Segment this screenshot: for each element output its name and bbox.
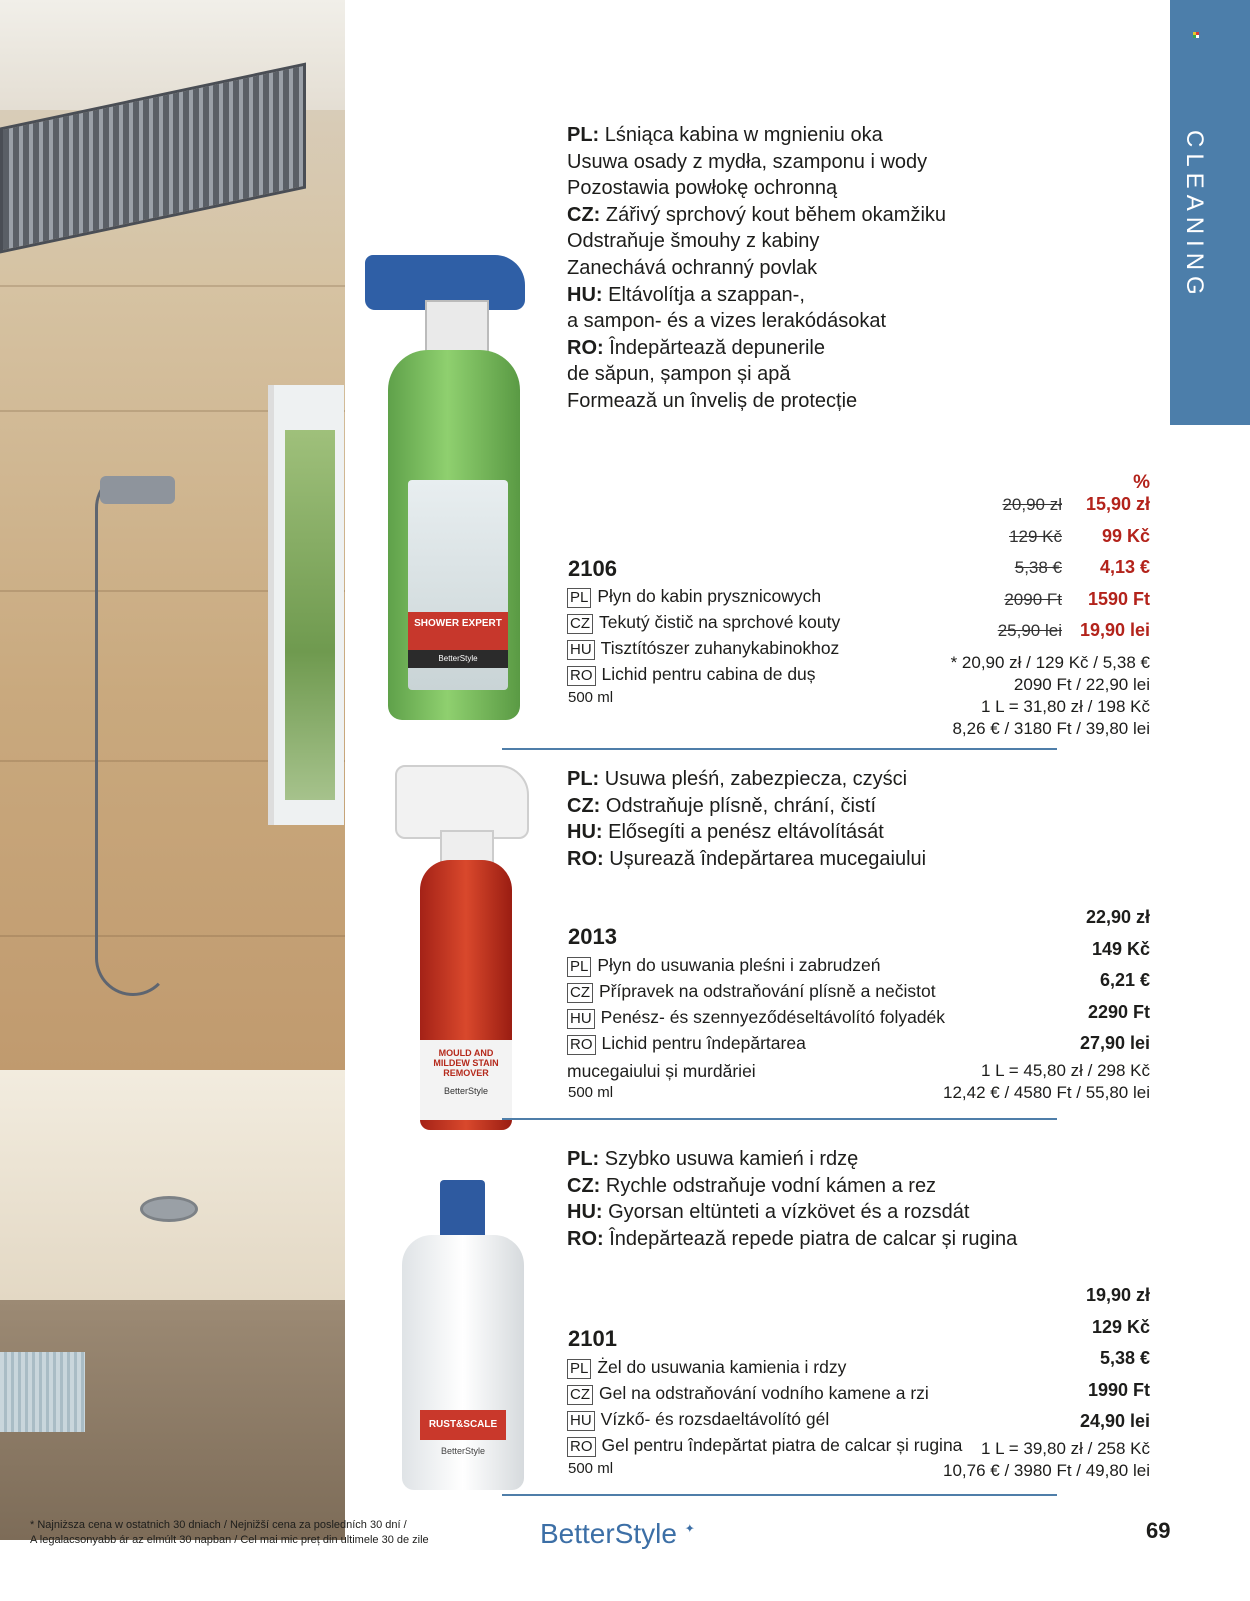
price: 27,90 lei — [1079, 1033, 1150, 1053]
description-text: Zanechává ochranný povlak — [567, 256, 818, 279]
price: 6,21 € — [1099, 970, 1150, 990]
product-name-line — [567, 1030, 945, 1056]
brand-dots-icon — [1193, 32, 1199, 38]
description-text: Usuwa pleśń, zabezpiecza, czyści — [599, 768, 908, 790]
price: 24,90 lei — [1079, 1411, 1150, 1431]
description-text: Eltávolítja a szappan-, — [602, 283, 805, 306]
price: 5,38 € — [1099, 1348, 1150, 1368]
language-tag: HU — [567, 1009, 595, 1029]
language-code: CZ: — [567, 794, 601, 817]
product-code: 2101 — [568, 1326, 617, 1351]
description-line — [567, 819, 926, 846]
product-name-line — [567, 661, 840, 687]
product-volume: 500 ml — [568, 689, 614, 706]
product-name-line — [567, 609, 840, 635]
description-text: Lśniąca kabina w mgnieniu oka — [599, 124, 883, 146]
price: 22,90 zł — [1085, 907, 1150, 927]
language-code: CZ: — [567, 1174, 601, 1197]
old-price: 129 Kč — [1009, 526, 1062, 546]
description-line — [567, 361, 946, 388]
language-tag: CZ — [567, 983, 593, 1003]
language-tag: HU — [567, 1411, 595, 1431]
price: 129 Kč — [1091, 1316, 1150, 1337]
description-text: Gyorsan eltünteti a vízkövet és a rozsdát — [602, 1201, 970, 1224]
product-names — [567, 583, 840, 687]
description-text: Elősegíti a penész eltávolítását — [602, 821, 884, 844]
spray-trigger — [395, 765, 529, 839]
product-name: Přípravek na odstraňování plísně a nečistot — [599, 981, 936, 1001]
product-name-continued: mucegaiului și murdăriei — [567, 1061, 756, 1081]
description-line — [567, 149, 946, 176]
new-price: 15,90 zł — [1085, 494, 1150, 514]
bottle-brand: BetterStyle — [443, 1086, 489, 1096]
language-tag: CZ — [567, 1385, 593, 1405]
product-name: Tisztítószer zuhanykabinokhoz — [600, 638, 840, 658]
brand-logo — [540, 1518, 695, 1550]
product-name-line — [567, 1380, 962, 1406]
language-code: PL: — [567, 768, 600, 790]
description-line — [567, 228, 946, 255]
language-code: PL: — [567, 124, 600, 146]
product-volume: 500 ml — [568, 1460, 614, 1477]
price-row — [951, 620, 1150, 652]
product-name-line — [567, 635, 840, 661]
price-row — [951, 526, 1150, 558]
language-code: HU: — [567, 283, 603, 306]
description-line — [567, 202, 946, 229]
shower-hose — [95, 470, 171, 996]
product-name: Vízkő- és rozsdaeltávolító gél — [600, 1409, 830, 1429]
description-text: de săpun, șampon și apă — [567, 363, 791, 386]
product-name-line — [567, 1354, 962, 1380]
unit-price-list — [943, 1060, 1150, 1104]
shower-tray — [0, 1070, 345, 1300]
language-code: PL: — [567, 1148, 600, 1170]
language-tag: RO — [567, 666, 596, 686]
brand-logo-text: BetterStyle — [540, 1518, 677, 1549]
footnote — [30, 1518, 429, 1548]
price-list — [943, 1280, 1150, 1438]
hand-shower-head — [100, 476, 175, 504]
description-text: a sampon- és a vizes lerakódásokat — [567, 310, 887, 333]
unit-price-line: 12,42 € / 4580 Ft / 55,80 lei — [943, 1082, 1150, 1102]
tile-joint — [0, 285, 345, 287]
old-price: 2090 Ft — [1004, 589, 1062, 609]
product-name: Penész- és szennyeződéseltávolító folyadék — [600, 1007, 946, 1027]
language-tag: CZ — [567, 614, 593, 634]
bottle-product-name: MOULD AND MILDEW STAIN REMOVER — [433, 1048, 499, 1078]
unit-price-list — [943, 1438, 1150, 1482]
category-label: CLEANING — [1181, 130, 1208, 301]
language-code: RO: — [567, 847, 604, 870]
unit-price-line: 1 L = 39,80 zł / 258 Kč — [980, 1438, 1150, 1458]
price: 149 Kč — [1091, 938, 1150, 959]
product-code: 2106 — [568, 556, 617, 581]
price-row — [951, 557, 1150, 589]
description-text: Pozostawia powłokę ochronną — [567, 177, 838, 200]
price-list — [951, 494, 1150, 652]
price-list — [943, 902, 1150, 1060]
footnote-line: A legalacsonyabb ár az elmúlt 30 napban / Cel mai mic preț din ultimele 30 de zile — [30, 1534, 429, 1546]
description-line — [567, 1199, 1017, 1226]
price: 2290 Ft — [1087, 1001, 1150, 1022]
tile-joint — [0, 935, 345, 937]
description-line — [567, 1146, 1017, 1173]
unit-price-line: 1 L = 31,80 zł / 198 Kč — [980, 696, 1150, 716]
language-code: HU: — [567, 821, 603, 844]
new-price: 19,90 lei — [1079, 620, 1150, 640]
language-code: RO: — [567, 336, 604, 359]
description-line — [567, 846, 926, 873]
bath-mat — [0, 1352, 85, 1432]
product-name: Żel do usuwania kamienia i rdzy — [597, 1357, 847, 1377]
bottle-product-name: RUST&SCALE — [420, 1410, 506, 1440]
description-line — [567, 282, 946, 309]
description-text: Odstraňuje šmouhy z kabiny — [567, 230, 820, 253]
bottle-brand: BetterStyle — [408, 650, 508, 668]
product-name-line — [567, 952, 945, 978]
bottle-cap — [440, 1180, 485, 1240]
description-line — [567, 122, 946, 149]
language-tag: RO — [567, 1437, 596, 1457]
divider — [502, 1118, 1057, 1120]
product-description — [567, 122, 946, 415]
product-name-line — [567, 583, 840, 609]
product-name: Lichid pentru cabina de duș — [601, 664, 816, 684]
price-row — [951, 589, 1150, 621]
product-name: Tekutý čistič na sprchové kouty — [599, 612, 841, 632]
footnote-line: * Najniższa cena w ostatnich 30 dniach / Nejnižší cena za posledních 30 dní / — [30, 1519, 407, 1531]
unit-price-line: 8,26 € / 3180 Ft / 39,80 lei — [952, 718, 1150, 738]
product-name-line — [567, 1432, 962, 1458]
product-description — [567, 1146, 1017, 1252]
description-line — [567, 766, 926, 793]
product-name-line — [567, 978, 945, 1004]
description-line — [567, 175, 946, 202]
price-block — [943, 902, 1150, 1104]
product-name: Płyn do kabin prysznicowych — [597, 586, 822, 606]
unit-price-line: * 20,90 zł / 129 Kč / 5,38 € — [950, 652, 1150, 672]
description-line — [567, 308, 946, 335]
product-name: Lichid pentru îndepărtarea — [601, 1033, 806, 1053]
description-line — [567, 793, 926, 820]
language-code: RO: — [567, 1227, 604, 1250]
unit-price-line: 2090 Ft / 22,90 lei — [1013, 674, 1150, 694]
new-price: 1590 Ft — [1087, 588, 1150, 609]
price: 1990 Ft — [1087, 1379, 1150, 1400]
star-icon: ✦ — [684, 1521, 695, 1536]
language-code: HU: — [567, 1201, 603, 1224]
shower-photo — [0, 0, 345, 1540]
product-name-line — [567, 1004, 945, 1030]
bottle-label — [420, 1040, 512, 1120]
description-line — [567, 1226, 1017, 1253]
description-text: Formează un înveliș de protecție — [567, 389, 858, 412]
new-price: 4,13 € — [1099, 557, 1150, 577]
window-view — [285, 430, 335, 800]
product-description — [567, 766, 926, 872]
old-price: 20,90 zł — [1002, 495, 1062, 514]
product-names — [567, 1354, 962, 1458]
description-line — [567, 1173, 1017, 1200]
divider — [502, 748, 1057, 750]
description-text: Szybko usuwa kamień i rdzę — [599, 1148, 859, 1170]
description-text: Odstraňuje plísně, chrání, čistí — [600, 794, 877, 817]
language-tag: PL — [567, 1359, 591, 1379]
description-text: Îndepărtează repede piatra de calcar și rugina — [603, 1227, 1018, 1250]
product-name: Gel pentru îndepărtat piatra de calcar și rugina — [601, 1435, 963, 1455]
bottle-product-name: SHOWER EXPERT — [408, 612, 508, 650]
product-name: Gel na odstraňování vodního kamene a rzi — [599, 1383, 929, 1403]
language-code: CZ: — [567, 203, 601, 226]
price-row — [951, 494, 1150, 526]
price: 19,90 zł — [1085, 1285, 1150, 1305]
description-text: Zářivý sprchový kout během okamžiku — [600, 203, 947, 226]
drain — [140, 1196, 198, 1222]
divider — [502, 1494, 1057, 1496]
page-number: 69 — [1146, 1518, 1171, 1543]
price-block — [943, 1280, 1150, 1482]
unit-price-list — [951, 652, 1150, 740]
product-name: Płyn do usuwania pleśni i zabrudzeń — [597, 955, 881, 975]
bottle-brand: BetterStyle — [440, 1446, 486, 1456]
language-tag: PL — [567, 588, 591, 608]
unit-price-line: 1 L = 45,80 zł / 298 Kč — [980, 1060, 1150, 1080]
description-text: Îndepărtează depunerile — [603, 336, 825, 359]
description-line — [567, 388, 946, 415]
description-text: Ușurează îndepărtarea mucegaiului — [603, 847, 927, 870]
description-text: Rychle odstraňuje vodní kámen a rez — [600, 1174, 937, 1197]
old-price: 5,38 € — [1014, 558, 1062, 577]
price-block — [951, 472, 1150, 740]
product-code: 2013 — [568, 924, 617, 949]
language-tag: PL — [567, 957, 591, 977]
unit-price-line: 10,76 € / 3980 Ft / 49,80 lei — [943, 1460, 1150, 1480]
description-line — [567, 335, 946, 362]
description-text: Usuwa osady z mydła, szamponu i wody — [567, 150, 928, 173]
language-tag: HU — [567, 640, 595, 660]
product-name-line — [567, 1406, 962, 1432]
discount-percent-icon: % — [1133, 472, 1150, 493]
new-price: 99 Kč — [1101, 525, 1150, 546]
old-price: 25,90 lei — [997, 621, 1062, 640]
product-volume: 500 ml — [568, 1084, 614, 1101]
description-line — [567, 255, 946, 282]
language-tag: RO — [567, 1035, 596, 1055]
product-names — [567, 952, 945, 1056]
